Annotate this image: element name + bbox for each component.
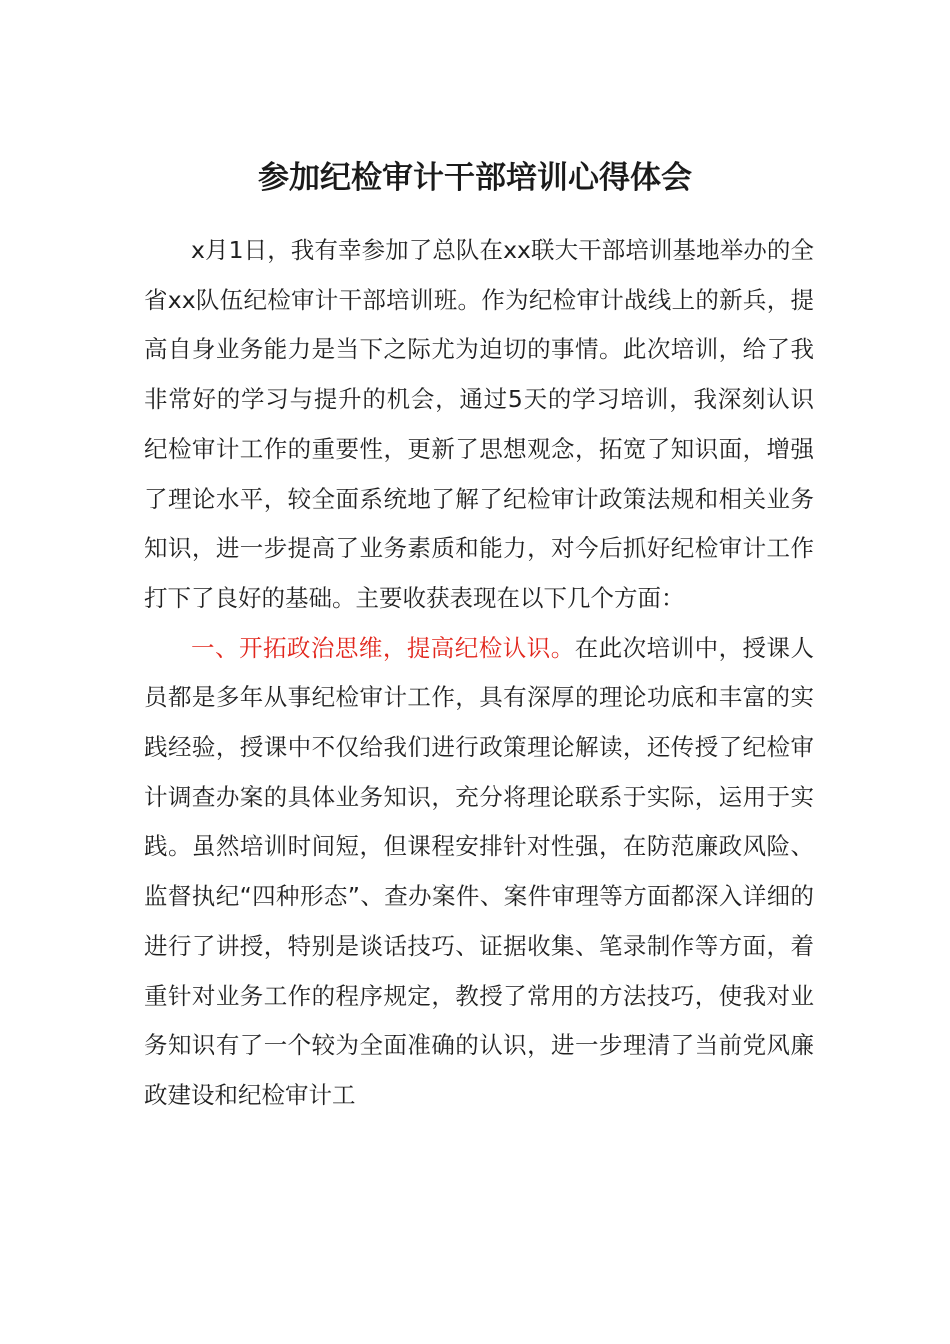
paragraph-section-1-text: 在此次培训中，授课人员都是多年从事纪检审计工作，具有深厚的理论功底和丰富的实践经验，授课中不仅给我们进行政策理论解读，还传授了纪检审计调查办案的具体业务知识，充分将理论联系于实际，运用于实践。虽然培训时间短，但课程安排针对性强，在防范廉政风险、监督执纪“四种形态”、查办案件、案件审理等方面都深入详细的进行了讲授，特别是谈话技巧、证据收集、笔录制作等方面，着重针对业务工作的程序规定，教授了常用的方法技巧，使我对业务知识有了一个较为全面准确的认识，进一步理清了当前党风廉政建设和纪检审计工 [144, 633, 815, 1109]
paragraph-intro [144, 226, 814, 624]
section-heading-1: 一、开拓政治思维，提高纪检认识。 [191, 633, 575, 662]
paragraph-section-1 [144, 624, 814, 1121]
document-title: 参加纪检审计干部培训心得体会 [258, 160, 692, 196]
document-body [144, 226, 814, 1121]
paragraph-intro-text: x月1日，我有幸参加了总队在xx联大干部培训基地举办的全省xx队伍纪检审计干部培训班。作为纪检审计战线上的新兵，提高自身业务能力是当下之际尤为迫切的事情。此次培训，给了我非常好的学习与提升的机会，通过5天的学习培训，我深刻认识纪检审计工作的重要性，更新了思想观念，拓宽了知识面，增强了理论水平，较全面系统地了解了纪检审计政策法规和相关业务知识，进一步提高了业务素质和能力，对今后抓好纪检审计工作打下了良好的基础。主要收获表现在以下几个方面： [144, 236, 814, 612]
